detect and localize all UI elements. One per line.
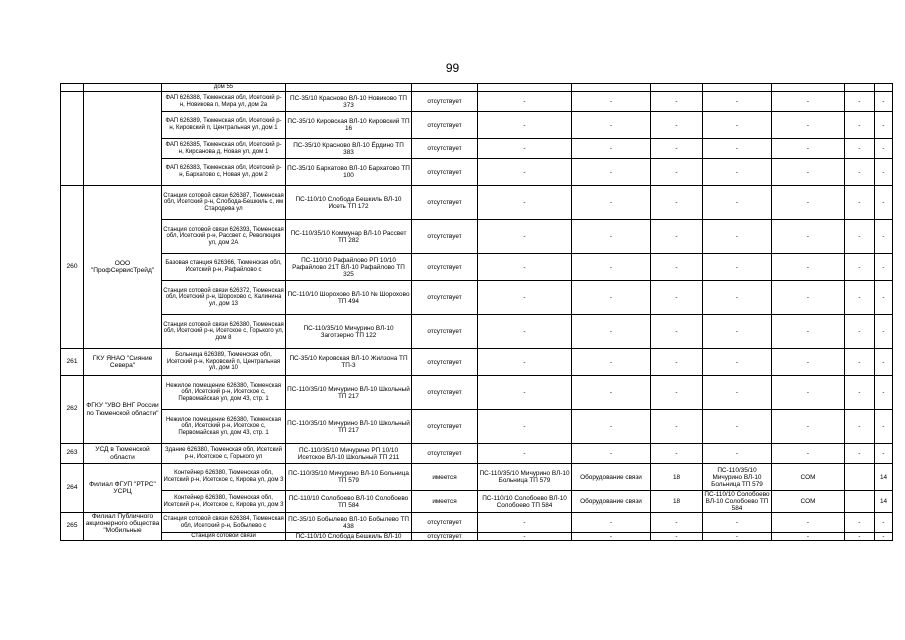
backup-source-cell: -: [478, 444, 572, 464]
row-number-cell: 260: [61, 186, 84, 349]
count-cell: -: [875, 376, 893, 410]
backup-source-cell: -: [478, 315, 572, 349]
row-number-cell: 263: [61, 444, 84, 464]
row-number-cell: 265: [61, 513, 84, 541]
power-source-cell: ПС-35/10 Кировская ВЛ-10 Кировский ТП 16: [286, 112, 412, 139]
table-row: [61, 112, 893, 139]
extra-cell: -: [845, 281, 875, 315]
object-address-cell: Нежилое помещение 626380, Тюменская обл, Исетский р-н, Исетское с, Первомайская ул, дом 43, стр. 1: [162, 410, 286, 444]
value-cell: -: [651, 112, 703, 139]
table-row: [61, 139, 893, 159]
object-address-cell: Больница 626389, Тюменская обл, Исетский р-н, Кировский п, Центральная ул, дом 10: [162, 349, 286, 376]
equipment-cell: -: [572, 349, 651, 376]
equipment-cell: -: [572, 139, 651, 159]
extra-cell: -: [845, 220, 875, 254]
table-row: [61, 410, 893, 444]
backup-line-cell: -: [703, 92, 772, 112]
category-cell: -: [772, 315, 845, 349]
object-address-cell: Контейнер 626380, Тюменская обл, Исетский р-н, Исетское с, Кирова ул, дом 3: [162, 491, 286, 513]
object-address-cell: Станция сотовой связи 626372, Тюменская обл, Исетский р-н, Шорохово с, Калинина ул, дом 13: [162, 281, 286, 315]
category-cell: COM: [772, 464, 845, 491]
table-row: [61, 281, 893, 315]
backup-source-cell: -: [478, 92, 572, 112]
backup-line-cell: -: [703, 139, 772, 159]
power-source-cell: ПС-35/10 Красново ВЛ-10 Новиково ТП 373: [286, 92, 412, 112]
table-row: [61, 92, 893, 112]
object-address-cell: Нежилое помещение 626380, Тюменская обл, Исетский р-н, Исетское с, Первомайская ул, дом 43, стр. 1: [162, 376, 286, 410]
count-cell: -: [875, 112, 893, 139]
object-address-cell: Контейнер 626380, Тюменская обл, Исетский р-н, Исетское с, Кирова ул, дом 3: [162, 464, 286, 491]
backup-line-cell: -: [703, 513, 772, 533]
organization-cell: ГКУ ЯНАО "Сияние Севера": [84, 349, 162, 376]
value-cell: -: [651, 92, 703, 112]
power-source-cell: ПС-35/10 Красново ВЛ-10 Ёрдино ТП 383: [286, 139, 412, 159]
backup-status-cell: отсутствует: [412, 281, 478, 315]
table-row: [61, 315, 893, 349]
power-source-cell: ПС-110/35/10 Коммунар ВЛ-10 Рассвет ТП 282: [286, 220, 412, 254]
backup-line-cell: -: [703, 112, 772, 139]
value-cell: -: [651, 159, 703, 186]
value-cell: -: [651, 349, 703, 376]
extra-cell: -: [845, 315, 875, 349]
table-row: [61, 376, 893, 410]
backup-status-cell: отсутствует: [412, 315, 478, 349]
backup-source-cell: -: [478, 112, 572, 139]
category-cell: -: [772, 513, 845, 533]
category-cell: -: [772, 92, 845, 112]
backup-line-cell: -: [703, 159, 772, 186]
backup-line-cell: -: [703, 254, 772, 281]
count-cell: -: [875, 220, 893, 254]
object-address-cell: Здание 626380, Тюменская обл, Исетский р-н, Исетское с, Горького ул: [162, 444, 286, 464]
table-row: [61, 533, 893, 541]
category-cell: [772, 84, 845, 92]
backup-source-cell: -: [478, 410, 572, 444]
backup-status-cell: отсутствует: [412, 254, 478, 281]
backup-source-cell: -: [478, 159, 572, 186]
extra-cell: -: [845, 513, 875, 533]
extra-cell: -: [845, 533, 875, 541]
category-cell: -: [772, 254, 845, 281]
backup-status-cell: отсутствует: [412, 220, 478, 254]
backup-status-cell: отсутствует: [412, 112, 478, 139]
count-cell: -: [875, 410, 893, 444]
category-cell: -: [772, 159, 845, 186]
category-cell: -: [772, 533, 845, 541]
backup-line-cell: ПС-110/35/10 Мичурино ВЛ-10 Больница ТП 579: [703, 464, 772, 491]
backup-status-cell: отсутствует: [412, 139, 478, 159]
extra-cell: -: [845, 186, 875, 220]
power-source-cell: ПС-110/35/10 Мичурино ВЛ-10 Заготзерно ТП 122: [286, 315, 412, 349]
equipment-cell: -: [572, 533, 651, 541]
count-cell: 14: [875, 464, 893, 491]
count-cell: [875, 84, 893, 92]
table-row: [61, 220, 893, 254]
category-cell: -: [772, 139, 845, 159]
backup-line-cell: -: [703, 349, 772, 376]
equipment-cell: -: [572, 186, 651, 220]
backup-status-cell: отсутствует: [412, 410, 478, 444]
extra-cell: -: [845, 139, 875, 159]
backup-source-cell: -: [478, 513, 572, 533]
count-cell: -: [875, 92, 893, 112]
backup-line-cell: -: [703, 376, 772, 410]
equipment-cell: -: [572, 444, 651, 464]
equipment-cell: [572, 84, 651, 92]
object-address-cell: Станция сотовой связи 626387, Тюменская обл, Исетский р-н, Слобода-Бешкиль с, им Стародева ул: [162, 186, 286, 220]
backup-line-cell: -: [703, 315, 772, 349]
table-row: [61, 349, 893, 376]
equipment-cell: -: [572, 281, 651, 315]
backup-line-cell: -: [703, 444, 772, 464]
power-source-cell: ПС-35/10 Бобылево ВЛ-10 Бобылево ТП 438: [286, 513, 412, 533]
power-source-cell: ПС-110/35/10 Мичурино ВЛ-10 Больница ТП 579: [286, 464, 412, 491]
power-source-cell: ПС-110/35/10 Мичурино ВЛ-10 Школьный ТП 217: [286, 376, 412, 410]
count-cell: -: [875, 186, 893, 220]
extra-cell: [845, 84, 875, 92]
value-cell: -: [651, 254, 703, 281]
object-address-cell: Станция сотовой связи: [162, 533, 286, 541]
backup-line-cell: ПС-110/10 Солобоево ВЛ-10 Солобоево ТП 584: [704, 491, 770, 512]
equipment-cell: -: [572, 159, 651, 186]
backup-status-cell: [412, 84, 478, 92]
row-number-cell: [61, 84, 84, 92]
extra-cell: -: [845, 254, 875, 281]
power-source-cell: ПС-110/10 Шорохово ВЛ-10 № Шорохово ТП 494: [286, 281, 412, 315]
backup-source-cell: -: [478, 186, 572, 220]
backup-line-cell: -: [703, 410, 772, 444]
extra-cell: -: [845, 159, 875, 186]
equipment-cell: -: [572, 220, 651, 254]
category-cell: -: [772, 112, 845, 139]
category-cell: -: [772, 281, 845, 315]
table-row: [61, 159, 893, 186]
backup-line-cell: -: [703, 186, 772, 220]
backup-status-cell: отсутствует: [412, 533, 478, 541]
power-source-cell: ПС-110/10 Слобода Бешкиль ВЛ-10: [286, 533, 412, 541]
backup-line-cell: -: [703, 533, 772, 541]
equipment-cell: -: [572, 376, 651, 410]
extra-cell: -: [845, 92, 875, 112]
extra-cell: [845, 491, 875, 513]
row-number-cell: 264: [61, 464, 84, 513]
object-address-cell: Базовая станция 626366, Тюменская обл, Исетский р-н, Рафайлово с: [162, 254, 286, 281]
backup-status-cell: отсутствует: [412, 513, 478, 533]
count-cell: 14: [875, 491, 893, 513]
equipment-cell: -: [572, 410, 651, 444]
equipment-cell: Оборудование связи: [572, 491, 651, 513]
equipment-cell: -: [572, 112, 651, 139]
table-row: [61, 464, 893, 491]
backup-status-cell: отсутствует: [412, 186, 478, 220]
value-cell: -: [651, 376, 703, 410]
equipment-cell: -: [572, 315, 651, 349]
count-cell: -: [875, 159, 893, 186]
equipment-cell: Оборудование связи: [572, 464, 651, 491]
object-address-cell: ФАП 626383, Тюменская обл, Исетский р-н, Бархатово с, Новая ул, дом 2: [162, 159, 286, 186]
equipment-cell: -: [572, 513, 651, 533]
value-cell: -: [651, 444, 703, 464]
table-row: [61, 444, 893, 464]
extra-cell: -: [845, 376, 875, 410]
object-address-cell: дом 55: [162, 84, 286, 92]
value-cell: -: [651, 315, 703, 349]
backup-status-cell: отсутствует: [412, 444, 478, 464]
organization-cell: Филиал ФГУП "РТРС" УСРЦ: [84, 464, 162, 513]
backup-source-cell: -: [478, 376, 572, 410]
backup-status-cell: отсутствует: [412, 159, 478, 186]
row-number-cell: 261: [61, 349, 84, 376]
category-cell: -: [772, 220, 845, 254]
value-cell: -: [651, 410, 703, 444]
count-cell: -: [875, 444, 893, 464]
value-cell: -: [651, 281, 703, 315]
organization-cell: ООО "ПрофСервисТрейд": [84, 186, 162, 349]
page-number: 99: [445, 61, 460, 75]
extra-cell: -: [845, 410, 875, 444]
object-address-cell: Станция сотовой связи 626393, Тюменская обл, Исетский р-н, Рассвет с, Революция ул, дом 2А: [162, 220, 286, 254]
object-address-cell: ФАП 626385, Тюменская обл, Исетский р-н, Кирсанова д, Новая ул, дом 1: [162, 139, 286, 159]
count-cell: -: [875, 513, 893, 533]
category-cell: -: [772, 349, 845, 376]
count-cell: -: [875, 315, 893, 349]
object-address-cell: ФАП 626389, Тюменская обл, Исетский р-н, Кировский п, Центральная ул, дом 1: [162, 112, 286, 139]
power-source-cell: ПС-35/10 Кировская ВЛ-10 Жилзона ТП ТП-3: [286, 349, 412, 376]
backup-source-cell: [478, 84, 572, 92]
power-source-cell: ПС-110/35/10 Мичурино ВЛ-10 Школьный ТП 217: [286, 410, 412, 444]
extra-cell: -: [845, 112, 875, 139]
organization-cell: УСД в Тюменской области: [84, 444, 162, 464]
backup-status-cell: отсутствует: [412, 349, 478, 376]
extra-cell: [845, 464, 875, 491]
backup-source-cell: -: [478, 220, 572, 254]
count-cell: -: [875, 533, 893, 541]
row-number-cell: [61, 92, 84, 186]
table-row: [61, 513, 893, 533]
table-row: [61, 254, 893, 281]
backup-source-cell: ПС-110/35/10 Мичурино ВЛ-10 Больница ТП 579: [478, 464, 572, 491]
backup-source-cell: -: [478, 533, 572, 541]
backup-source-cell: -: [478, 254, 572, 281]
category-cell: -: [772, 186, 845, 220]
value-cell: -: [651, 533, 703, 541]
backup-source-cell: -: [478, 349, 572, 376]
power-source-cell: ПС-110/10 Рафайлово РП 10/10 Рафайлово 21Т ВЛ-10 Рафайлово ТП 325: [286, 254, 412, 281]
object-address-cell: Станция сотовой связи 626380, Тюменская обл, Исетский р-н, Исетское с, Горького ул, дом 8: [162, 315, 286, 349]
backup-status-cell: имеется: [412, 491, 478, 513]
extra-cell: -: [845, 349, 875, 376]
table-row: [61, 186, 893, 220]
extra-cell: -: [845, 444, 875, 464]
organization-cell: [84, 84, 162, 92]
backup-status-cell: отсутствует: [412, 376, 478, 410]
backup-status-cell: отсутствует: [412, 92, 478, 112]
backup-status-cell: имеется: [412, 464, 478, 491]
category-cell: -: [772, 444, 845, 464]
value-cell: 18: [651, 464, 703, 491]
backup-source-cell: -: [478, 281, 572, 315]
equipment-cell: -: [572, 92, 651, 112]
power-source-cell: [286, 84, 412, 92]
equipment-cell: -: [572, 254, 651, 281]
count-cell: -: [875, 281, 893, 315]
organization-cell: Филиал Публичного акционерного общества "Мобильные: [84, 513, 162, 541]
objects-table: [60, 83, 893, 541]
power-source-cell: ПС-110/10 Солобоево ВЛ-10 Солобоево ТП 584: [286, 491, 412, 513]
value-cell: 18: [651, 491, 703, 513]
count-cell: -: [875, 254, 893, 281]
row-number-cell: 262: [61, 376, 84, 444]
backup-source-cell: -: [478, 139, 572, 159]
category-cell: -: [772, 376, 845, 410]
organization-cell: [84, 92, 162, 186]
category-cell: -: [772, 410, 845, 444]
count-cell: -: [875, 139, 893, 159]
value-cell: [651, 84, 703, 92]
power-source-cell: ПС-35/10 Бархатово ВЛ-10 Бархатово ТП 100: [286, 159, 412, 186]
object-address-cell: Станция сотовой связи 626384, Тюменская обл, Исетский р-н, Бобылево с: [162, 513, 286, 533]
backup-line-cell: -: [703, 281, 772, 315]
count-cell: -: [875, 349, 893, 376]
power-source-cell: ПС-110/35/10 Мичурино РП 10/10 Исетское ВЛ-10 Школьный ТП 211: [286, 444, 412, 464]
backup-source-cell: ПС-110/10 Солобоево ВЛ-10 Солобоево ТП 584: [478, 491, 572, 513]
table-row: [61, 84, 893, 92]
table-row: [61, 491, 893, 513]
backup-line-cell: -: [703, 220, 772, 254]
power-source-cell: ПС-110/10 Слобода Бешкиль ВЛ-10 Исеть ТП 172: [286, 186, 412, 220]
backup-line-cell: [703, 84, 772, 92]
organization-cell: ФГКУ "УВО ВНГ России по Тюменской области": [84, 376, 162, 444]
value-cell: -: [651, 220, 703, 254]
value-cell: -: [651, 139, 703, 159]
object-address-cell: ФАП 626388, Тюменская обл, Исетский р-н, Новикова п, Мира ул, дом 2а: [162, 92, 286, 112]
value-cell: -: [651, 513, 703, 533]
category-cell: COM: [772, 491, 845, 513]
value-cell: -: [651, 186, 703, 220]
